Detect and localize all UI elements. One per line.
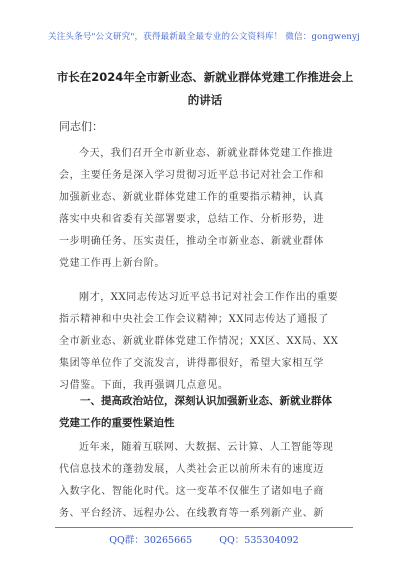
section-heading [59, 390, 351, 434]
title-line-2: 的讲话 [187, 93, 223, 107]
paragraph-line: 集团等单位作了交流发言，讲得都很好，希望大家相互学 [59, 358, 324, 369]
paragraph-line: 落实中央和省委有关部署要求，总结工作、分析形势，进 [59, 214, 324, 225]
header-note: 关注头条号"公文研究"，获得最新最全最专业的公文资料库！ 微信：gongwenyj [48, 32, 360, 42]
paragraph-line: 党建工作再上新台阶。 [59, 258, 165, 269]
paragraph-line: 习借鉴。下面，我再强调几点意见。 [59, 380, 229, 391]
footer-qq-group: QQ群：30265665 [109, 535, 193, 546]
paragraph-line: 全市新业态、新就业群体党建工作情况；XX区、XX局、XX [59, 336, 339, 347]
footer-qq: QQ：535304092 [219, 535, 299, 546]
footer [0, 532, 408, 546]
paragraph-line: 近年来，随着互联网、大数据、云计算、人工智能等现 [79, 442, 334, 453]
heading-line: 一、提高政治站位，深刻认识加强新业态、新就业群体 [80, 395, 332, 407]
paragraph-line: 加强新业态、新就业群体党建工作的重要指示精神，认真 [59, 192, 324, 203]
paragraph-line: 一步明确任务、压实责任，推动全市新业态、新就业群体 [59, 236, 324, 247]
paragraph-3 [59, 437, 351, 525]
heading-line: 党建工作的重要性紧迫性 [59, 417, 175, 429]
document-title [52, 66, 358, 112]
paragraph-line: 指示精神和中央社会工作会议精神；XX同志传达了通报了 [59, 314, 329, 325]
paragraph-1 [59, 143, 351, 275]
title-line-1: 市长在2024年全市新业态、新就业群体党建工作推进会上 [56, 70, 354, 84]
footer-divider [55, 527, 353, 528]
paragraph-2 [59, 287, 351, 397]
greeting: 同志们： [59, 120, 103, 133]
paragraph-line: 务、平台经济、远程办公、在线教育等一系列新产业、新 [59, 508, 324, 519]
paragraph-line: 刚才，XX同志传达习近平总书记对社会工作作出的重要 [79, 292, 339, 303]
paragraph-line: 代信息技术的蓬勃发展，人类社会正以前所未有的速度迈 [59, 464, 324, 475]
paragraph-line: 今天，我们召开全市新业态、新就业群体党建工作推进 [79, 148, 334, 159]
paragraph-line: 会，主要任务是深入学习贯彻习近平总书记对社会工作和 [59, 170, 324, 181]
paragraph-line: 入数字化、智能化时代。这一变革不仅催生了诸如电子商 [59, 486, 324, 497]
